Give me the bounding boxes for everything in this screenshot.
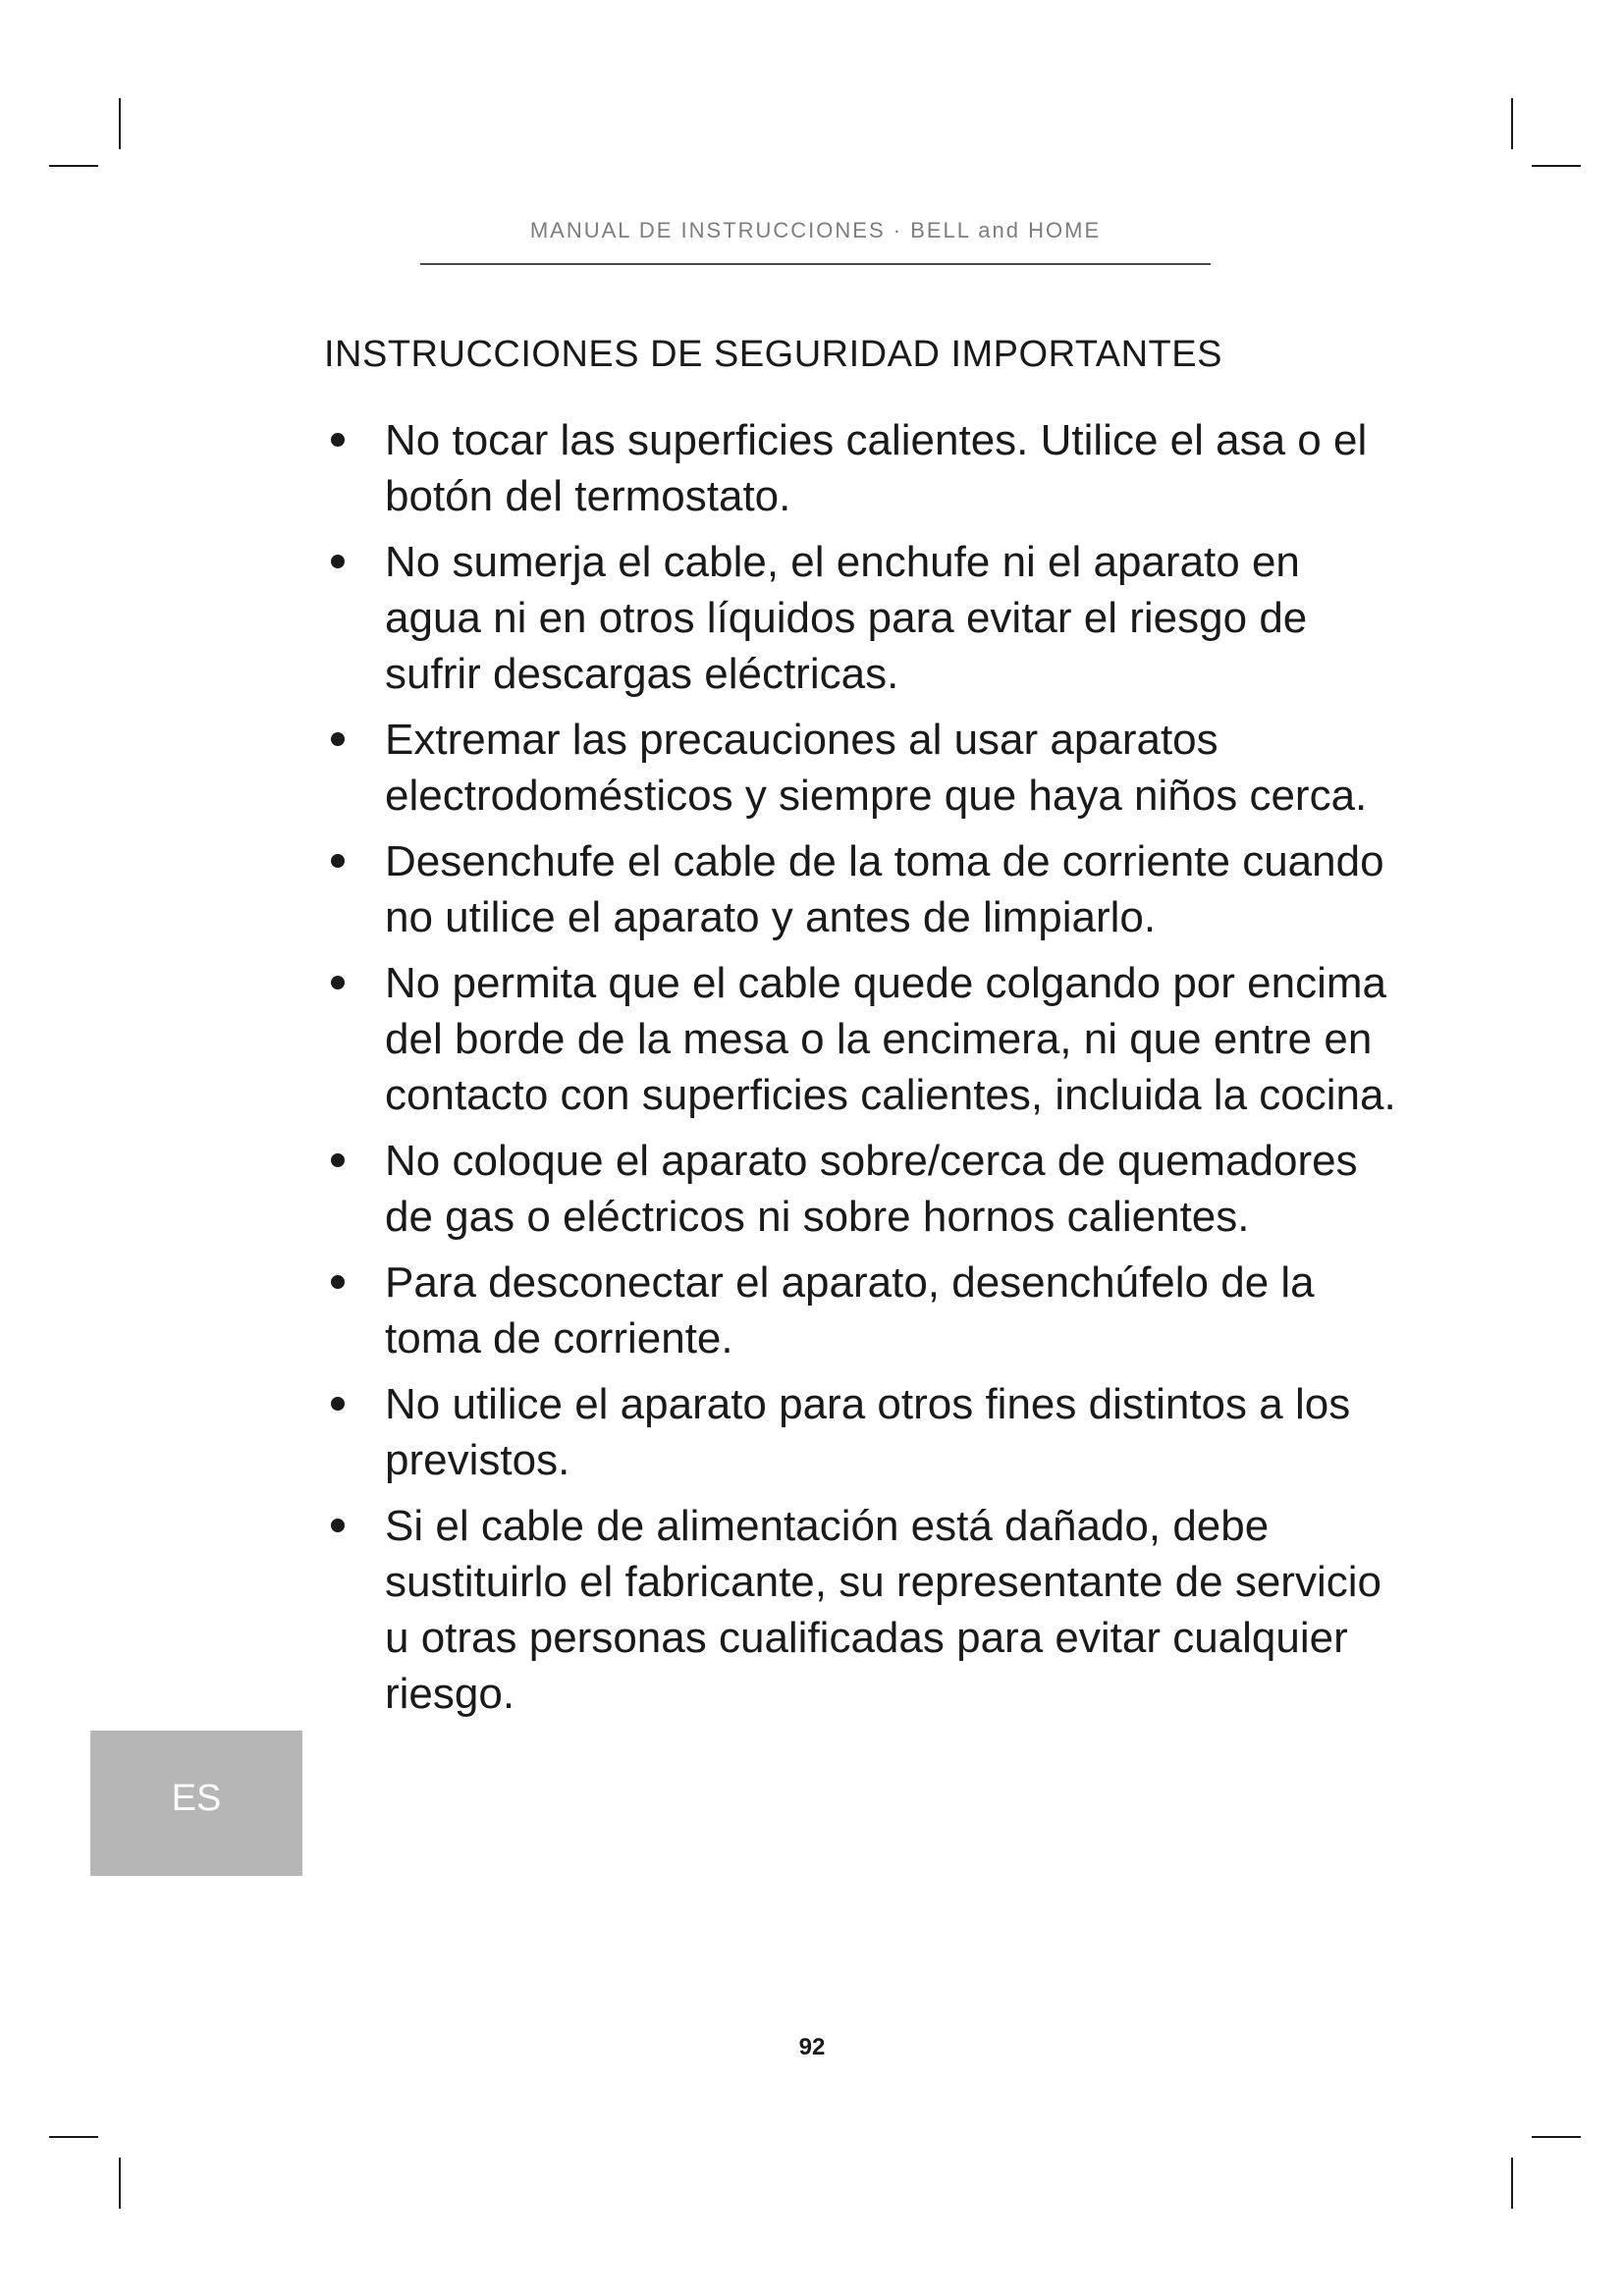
section-title: INSTRUCCIONES DE SEGURIDAD IMPORTANTES [324,334,1222,375]
list-item-text: No coloque el aparato sobre/cerca de quemadores de gas o eléctricos ni sobre hornos calientes. [385,1137,1358,1241]
running-head: MANUAL DE INSTRUCCIONES · BELL and HOME [529,218,1102,242]
list-item-text: No tocar las superficies calientes. Utilice el asa o el botón del termostato. [385,416,1368,520]
language-tab-label: ES [171,1778,222,1819]
list-item [324,955,1404,1123]
bullet-icon [331,555,345,568]
bullet-icon [331,976,345,989]
list-item-text: Para desconectar el aparato, desenchúfelo de la toma de corriente. [385,1258,1315,1362]
crop-mark-top-left-vertical [119,98,121,149]
safety-instructions-list [324,412,1404,1732]
bullet-icon [331,433,345,447]
header-rule [420,263,1211,265]
bullet-icon [331,732,345,746]
list-item [324,412,1404,524]
bullet-icon [331,1397,345,1411]
list-item [324,534,1404,702]
list-item [324,833,1404,945]
bullet-icon [331,1519,345,1532]
bullet-icon [331,854,345,868]
language-tab [90,1731,302,1876]
bullet-icon [331,1153,345,1167]
crop-mark-bottom-right-vertical [1511,2158,1513,2209]
list-item [324,1498,1404,1722]
list-item-text: No permita que el cable quede colgando por encima del borde de la mesa o la encimera, ni que entre en contacto con superficies calientes, incluida la cocina. [385,959,1396,1119]
list-item [324,712,1404,824]
crop-mark-bottom-left-horizontal [49,2136,98,2138]
list-item-text: No sumerja el cable, el enchufe ni el aparato en agua ni en otros líquidos para evitar el riesgo de sufrir descargas eléctricas. [385,538,1308,698]
page-number: 92 [798,2034,826,2060]
list-item-text: Desenchufe el cable de la toma de corriente cuando no utilice el aparato y antes de limpiarlo. [385,837,1384,941]
bullet-icon [331,1275,345,1289]
crop-mark-top-right-horizontal [1532,165,1581,167]
list-item-text: Extremar las precauciones al usar aparatos electrodomésticos y siempre que haya niños cerca. [385,716,1368,820]
list-item [324,1255,1404,1366]
crop-mark-top-right-vertical [1511,98,1513,149]
list-item [324,1133,1404,1245]
list-item-text: No utilice el aparato para otros fines distintos a los previstos. [385,1380,1351,1484]
list-item-text: Si el cable de alimentación está dañado, debe sustituirlo el fabricante, su representante de servicio u otras personas cualificadas para evitar cualquier riesgo. [385,1502,1381,1718]
list-item [324,1376,1404,1488]
crop-mark-top-left-horizontal [49,165,98,167]
crop-mark-bottom-right-horizontal [1532,2136,1581,2138]
crop-mark-bottom-left-vertical [119,2158,121,2209]
